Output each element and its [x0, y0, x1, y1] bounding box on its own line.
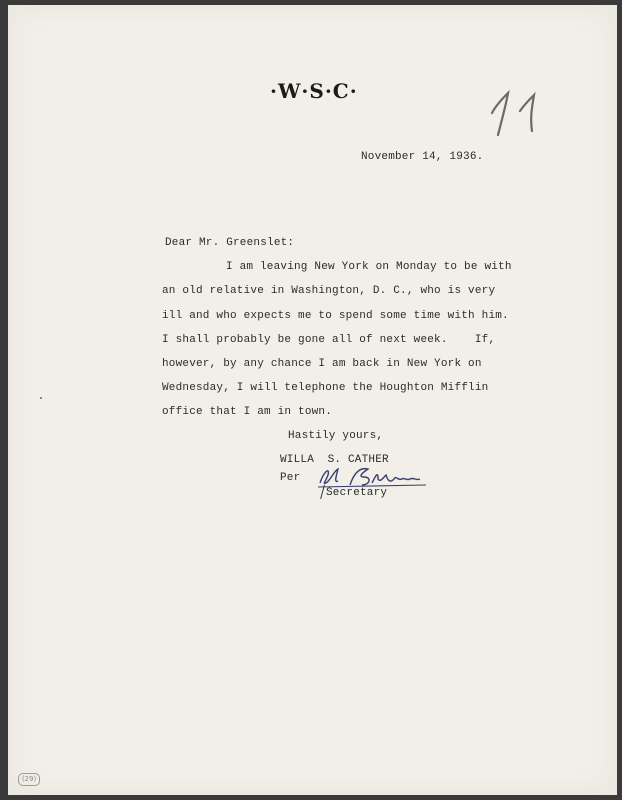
per-label: Per	[280, 472, 301, 484]
signer-title: Secretary	[326, 487, 388, 499]
letter-date: November 14, 1936.	[361, 151, 484, 163]
body-line: an old relative in Washington, D. C., who is very	[162, 285, 496, 297]
sender-name: WILLA S. CATHER	[280, 454, 389, 466]
pencil-annotation	[486, 85, 556, 145]
body-line: I am leaving New York on Monday to be with	[226, 261, 512, 273]
letterhead-monogram: ·W·S·C·	[270, 79, 358, 103]
body-line: I shall probably be gone all of next week. If,	[162, 334, 496, 346]
body-line: Wednesday, I will telephone the Houghton Mifflin	[162, 382, 489, 394]
closing: Hastily yours,	[288, 430, 384, 442]
margin-mark	[40, 397, 42, 399]
salutation: Dear Mr. Greenslet:	[165, 237, 295, 249]
archive-stamp: (29)	[18, 773, 40, 786]
body-line: however, by any chance I am back in New York on	[162, 358, 482, 370]
body-line: ill and who expects me to spend some time with him.	[162, 310, 509, 322]
body-line: office that I am in town.	[162, 406, 333, 418]
letter-sheet	[8, 5, 617, 795]
